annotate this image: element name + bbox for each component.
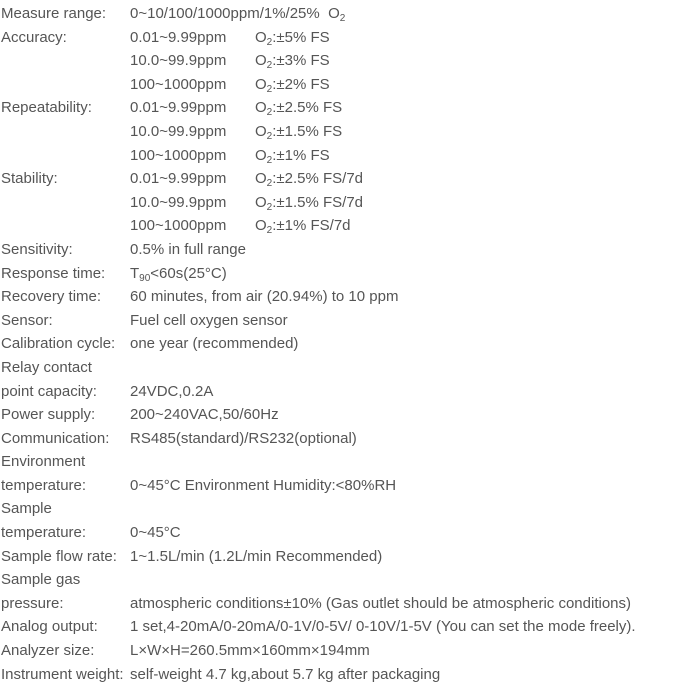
spec-row-response-time bbox=[0, 262, 700, 286]
gas-symbol: O bbox=[255, 146, 267, 164]
range-text: 100~1000ppm bbox=[130, 75, 227, 93]
gas-subscript: 2 bbox=[266, 107, 273, 119]
spec-label: point capacity: bbox=[1, 382, 97, 400]
spec-row-sample-temp-label bbox=[0, 497, 700, 521]
gas-subscript: 2 bbox=[266, 60, 273, 72]
tolerance-text: :±2.5% FS bbox=[272, 99, 343, 117]
spec-label: Instrument weight: bbox=[1, 665, 124, 683]
spec-value: 0.5% in full range bbox=[130, 240, 246, 258]
spec-row-sample-flow bbox=[0, 545, 700, 569]
spec-row-sample-pressure-label bbox=[0, 568, 700, 592]
spec-value bbox=[130, 262, 700, 286]
spec-value-empty bbox=[130, 497, 700, 521]
response-subscript: 90 bbox=[139, 272, 151, 284]
spec-label: Sensitivity: bbox=[1, 240, 73, 258]
range-text: 0.01~9.99ppm bbox=[130, 99, 227, 117]
spec-value: 1~1.5L/min (1.2L/min Recommended) bbox=[130, 547, 383, 565]
spec-value-empty bbox=[130, 450, 700, 474]
spec-label: Relay contact bbox=[1, 358, 92, 376]
tolerance-text: :±5% FS bbox=[272, 28, 330, 46]
spec-label-empty bbox=[0, 49, 130, 73]
spec-row-sensor bbox=[0, 309, 700, 333]
spec-row-power-supply bbox=[0, 403, 700, 427]
spec-row-repeatability-cont bbox=[0, 144, 700, 168]
gas-symbol: O bbox=[255, 52, 267, 70]
spec-value bbox=[130, 214, 700, 238]
spec-value bbox=[130, 73, 700, 97]
spec-label: Power supply: bbox=[1, 406, 96, 424]
spec-row-sample-pressure bbox=[0, 592, 700, 616]
spec-row-sensitivity bbox=[0, 238, 700, 262]
spec-label-empty bbox=[0, 120, 130, 144]
gas-subscript: 2 bbox=[266, 83, 273, 95]
spec-value-empty bbox=[130, 356, 700, 380]
spec-row-repeatability-cont bbox=[0, 120, 700, 144]
tolerance-text: :±2.5% FS/7d bbox=[272, 170, 364, 188]
spec-label: pressure: bbox=[1, 594, 64, 612]
spec-value bbox=[130, 2, 700, 26]
spec-value: self-weight 4.7 kg,about 5.7 kg after packaging bbox=[130, 665, 441, 683]
spec-row-calibration-cycle bbox=[0, 332, 700, 356]
spec-value-empty bbox=[130, 568, 700, 592]
gas-subscript: 2 bbox=[266, 154, 273, 166]
spec-value: atmospheric conditions±10% (Gas outlet should be atmospheric conditions) bbox=[130, 594, 631, 612]
spec-row-accuracy-cont bbox=[0, 73, 700, 97]
spec-row-stability-cont bbox=[0, 191, 700, 215]
gas-symbol: O bbox=[328, 5, 340, 22]
spec-row-accuracy-cont bbox=[0, 49, 700, 73]
spec-row-repeatability bbox=[0, 96, 700, 120]
spec-row-instrument-weight bbox=[0, 663, 700, 687]
range-text: 10.0~99.9ppm bbox=[130, 193, 227, 211]
spec-value: 200~240VAC,50/60Hz bbox=[130, 406, 279, 424]
spec-value: L×W×H=260.5mm×160mm×194mm bbox=[130, 642, 370, 660]
spec-value: 24VDC,0.2A bbox=[130, 382, 214, 400]
spec-value: 0~45°C bbox=[130, 524, 181, 542]
spec-value: one year (recommended) bbox=[130, 335, 299, 353]
spec-label: Stability: bbox=[1, 170, 58, 188]
measure-range-value: 0~10/100/1000ppm/1%/25% bbox=[130, 5, 320, 22]
gas-subscript: 2 bbox=[266, 225, 273, 237]
spec-value: RS485(standard)/RS232(optional) bbox=[130, 429, 357, 447]
gas-symbol: O bbox=[255, 75, 267, 93]
gas-subscript: 2 bbox=[339, 13, 346, 24]
spec-row-analog-output bbox=[0, 615, 700, 639]
gas-symbol: O bbox=[255, 99, 267, 117]
spec-row-accuracy bbox=[0, 26, 700, 50]
gas-subscript: 2 bbox=[266, 201, 273, 213]
spec-row-relay bbox=[0, 380, 700, 404]
spec-label-empty bbox=[0, 73, 130, 97]
gas-symbol: O bbox=[255, 122, 267, 140]
spec-value bbox=[130, 49, 700, 73]
gas-symbol: O bbox=[255, 170, 267, 188]
gas-symbol: O bbox=[255, 193, 267, 211]
spec-value bbox=[130, 144, 700, 168]
spec-label: Communication: bbox=[1, 429, 110, 447]
spec-label: temperature: bbox=[1, 476, 87, 494]
spec-label: Recovery time: bbox=[1, 288, 102, 306]
tolerance-text: :±1% FS bbox=[272, 146, 330, 164]
spec-row-measure-range bbox=[0, 2, 700, 26]
spec-value bbox=[130, 96, 700, 120]
spec-label: Analog output: bbox=[1, 618, 98, 636]
spec-label: Analyzer size: bbox=[1, 642, 95, 660]
gas-symbol: O bbox=[255, 217, 267, 235]
tolerance-text: :±1.5% FS bbox=[272, 122, 343, 140]
spec-value: Fuel cell oxygen sensor bbox=[130, 311, 288, 329]
spec-label: Calibration cycle: bbox=[1, 335, 116, 353]
spec-label-empty bbox=[0, 144, 130, 168]
spec-label: Sensor: bbox=[1, 311, 53, 329]
spec-row-analyzer-size bbox=[0, 639, 700, 663]
tolerance-text: :±1% FS/7d bbox=[272, 217, 351, 235]
tolerance-text: :±1.5% FS/7d bbox=[272, 193, 364, 211]
spec-label: Environment bbox=[1, 453, 86, 471]
spec-row-environment bbox=[0, 474, 700, 498]
spec-label-empty bbox=[0, 214, 130, 238]
spec-row-stability bbox=[0, 167, 700, 191]
spec-row-stability-cont bbox=[0, 214, 700, 238]
spec-label: Sample bbox=[1, 500, 52, 518]
spec-label: Sample flow rate: bbox=[1, 547, 117, 565]
gas-subscript: 2 bbox=[266, 130, 273, 142]
spec-value bbox=[130, 191, 700, 215]
spec-label: Measure range: bbox=[1, 5, 107, 22]
spec-row-environment-label bbox=[0, 450, 700, 474]
spec-row-recovery-time bbox=[0, 285, 700, 309]
range-text: 10.0~99.9ppm bbox=[130, 122, 227, 140]
spec-row-relay-label bbox=[0, 356, 700, 380]
range-text: 0.01~9.99ppm bbox=[130, 170, 227, 188]
spec-value: 1 set,4-20mA/0-20mA/0-1V/0-5V/ 0-10V/1-5V (You can set the mode freely). bbox=[130, 618, 636, 636]
gas-symbol: O bbox=[255, 28, 267, 46]
spec-value bbox=[130, 120, 700, 144]
spec-label-empty bbox=[0, 191, 130, 215]
spec-row-communication bbox=[0, 427, 700, 451]
gas-subscript: 2 bbox=[266, 178, 273, 190]
spec-label: temperature: bbox=[1, 524, 87, 542]
tolerance-text: :±2% FS bbox=[272, 75, 330, 93]
tolerance-text: :±3% FS bbox=[272, 52, 330, 70]
range-text: 100~1000ppm bbox=[130, 146, 227, 164]
response-prefix: T bbox=[130, 264, 140, 282]
spec-label: Response time: bbox=[1, 264, 106, 282]
range-text: 100~1000ppm bbox=[130, 217, 227, 235]
spec-label: Repeatability: bbox=[1, 99, 92, 117]
gas-subscript: 2 bbox=[266, 36, 273, 48]
spec-value: 0~45°C Environment Humidity:<80%RH bbox=[130, 476, 397, 494]
range-text: 0.01~9.99ppm bbox=[130, 28, 227, 46]
spec-label: Sample gas bbox=[1, 571, 81, 589]
range-text: 10.0~99.9ppm bbox=[130, 52, 227, 70]
spec-value bbox=[130, 26, 700, 50]
spec-row-sample-temp bbox=[0, 521, 700, 545]
spec-label: Accuracy: bbox=[1, 28, 67, 46]
spec-value: 60 minutes, from air (20.94%) to 10 ppm bbox=[130, 288, 399, 306]
response-rest: <60s(25°C) bbox=[150, 264, 227, 282]
spec-value bbox=[130, 167, 700, 191]
